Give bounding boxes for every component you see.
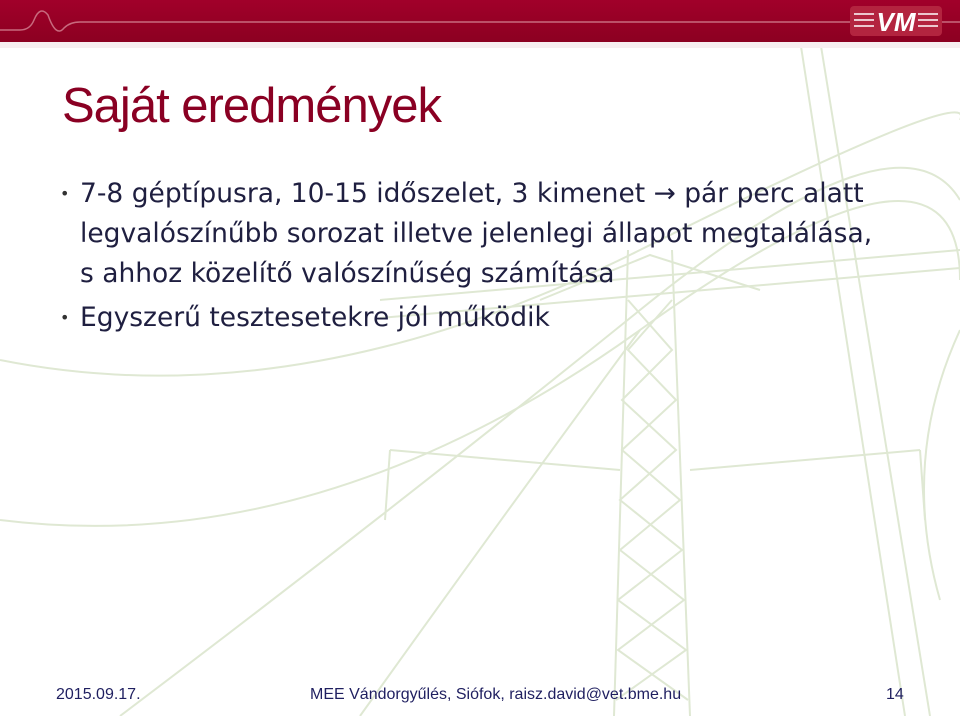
wave-decoration — [0, 0, 960, 42]
vm-logo-icon — [850, 2, 942, 40]
header-band — [0, 0, 960, 42]
bullet-item — [60, 174, 880, 294]
logo-text: VM — [876, 7, 916, 37]
bullet-text: 7-8 géptípusra, 10-15 időszelet, 3 kimenet → pár perc alatt legvalószínűbb sorozat illetve jelenlegi állapot megtalálása, s ahhoz közelítő valószínűség számítása — [80, 178, 873, 289]
slide-footer — [0, 682, 960, 712]
bullet-dot-icon: • — [60, 308, 70, 327]
footer-date: 2015.09.17. — [56, 686, 141, 703]
bullet-item — [60, 298, 880, 338]
bullet-text: Egyszerű tesztesetekre jól működik — [80, 302, 550, 333]
bullet-list — [60, 174, 880, 342]
bullet-dot-icon: • — [60, 184, 70, 203]
header-underline — [0, 42, 960, 48]
page-number: 14 — [886, 686, 904, 703]
footer-event-info: MEE Vándorgyűlés, Siófok, raisz.david@vet.bme.hu — [310, 686, 682, 703]
slide-title: Saját eredmények — [62, 79, 441, 133]
